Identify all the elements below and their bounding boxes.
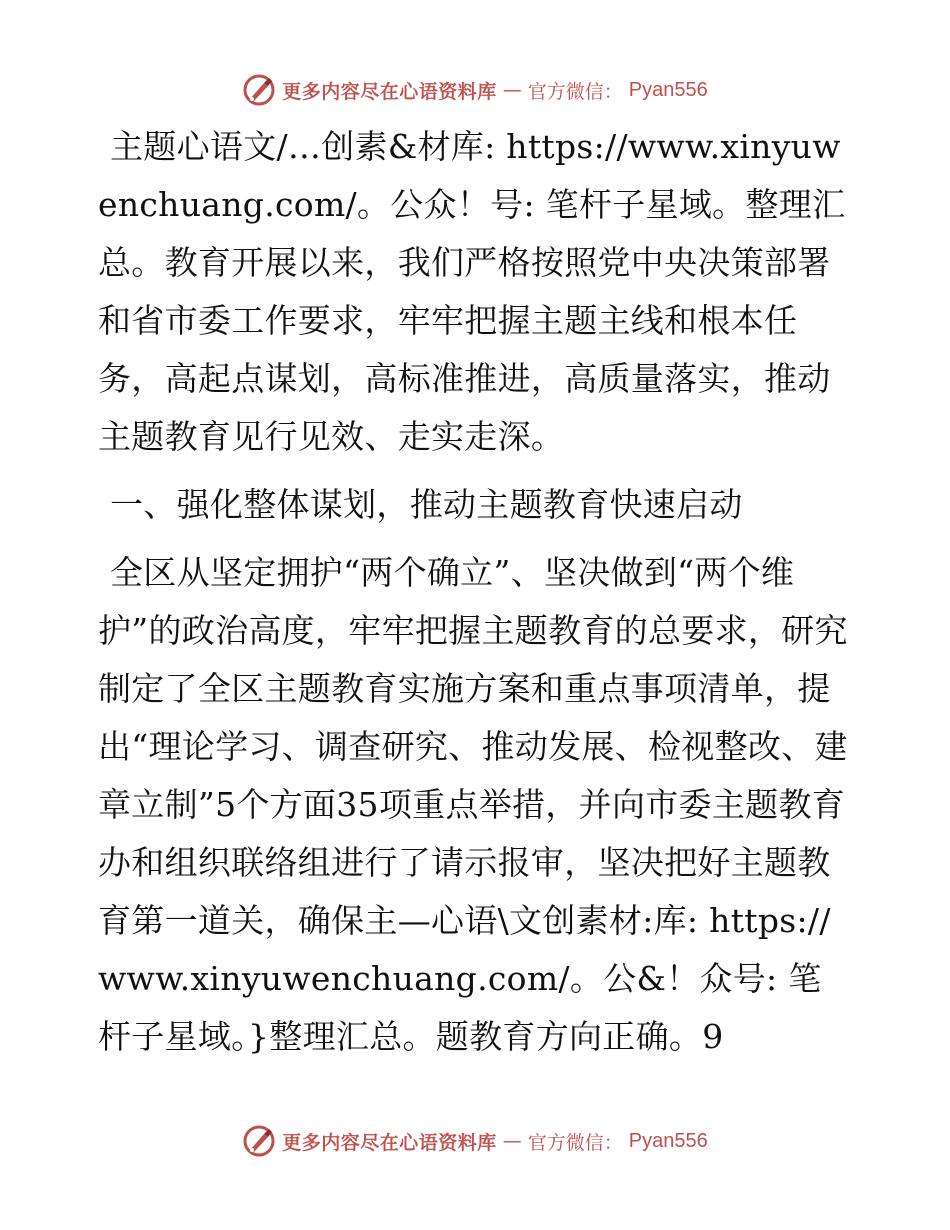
section-heading: 一、强化整体谋划，推动主题教育快速启动	[110, 485, 743, 524]
pen-logo-icon	[242, 1124, 276, 1158]
paragraph-body: 全区从坚定拥护“两个确立”、坚决做到“两个维护”的政治高度，牢牢把握主题教育的总要求，研究制定了全区主题教育实施方案和重点事项清单，提出“理论学习、调查研究、推动发展、检视整改、建章立制”5个方面35项重点举措，并向市委主题教育办和组织联络组进行了请示报审，坚决把好主题教育第一道关，确保主—心语\文创素材:库: https://www.xinyuwenchuang.com/。公&！众号: 笔杆子星域。}整理汇总。题教育方向正确。9	[98, 553, 848, 1056]
banner-account-id: Pyan556	[628, 78, 708, 101]
banner-separator: —	[502, 1130, 522, 1152]
banner-separator: —	[502, 79, 522, 101]
paragraph-intro: 主题心语文/…创素&材库: https://www.xinyuwenchuang.com/。公众！号: 笔杆子星域。整理汇总。教育开展以来，我们严格按照党中央决策部署和省市委工作要求，牢牢把握主题主线和根本任务，高起点谋划，高标准推进，高质量落实，推动主题教育见行见效、走实走深。	[98, 127, 846, 456]
banner-account-id: Pyan556	[628, 1129, 708, 1152]
banner-official-label: 官方微信：	[527, 80, 623, 103]
footer-watermark-banner	[0, 1121, 950, 1161]
header-watermark-banner	[0, 70, 950, 110]
document-body	[98, 118, 850, 1066]
banner-official-label: 官方微信：	[527, 1131, 623, 1154]
banner-slogan: 更多内容尽在心语资料库	[282, 1131, 497, 1154]
banner-slogan: 更多内容尽在心语资料库	[282, 80, 497, 103]
pen-logo-icon	[242, 73, 276, 107]
